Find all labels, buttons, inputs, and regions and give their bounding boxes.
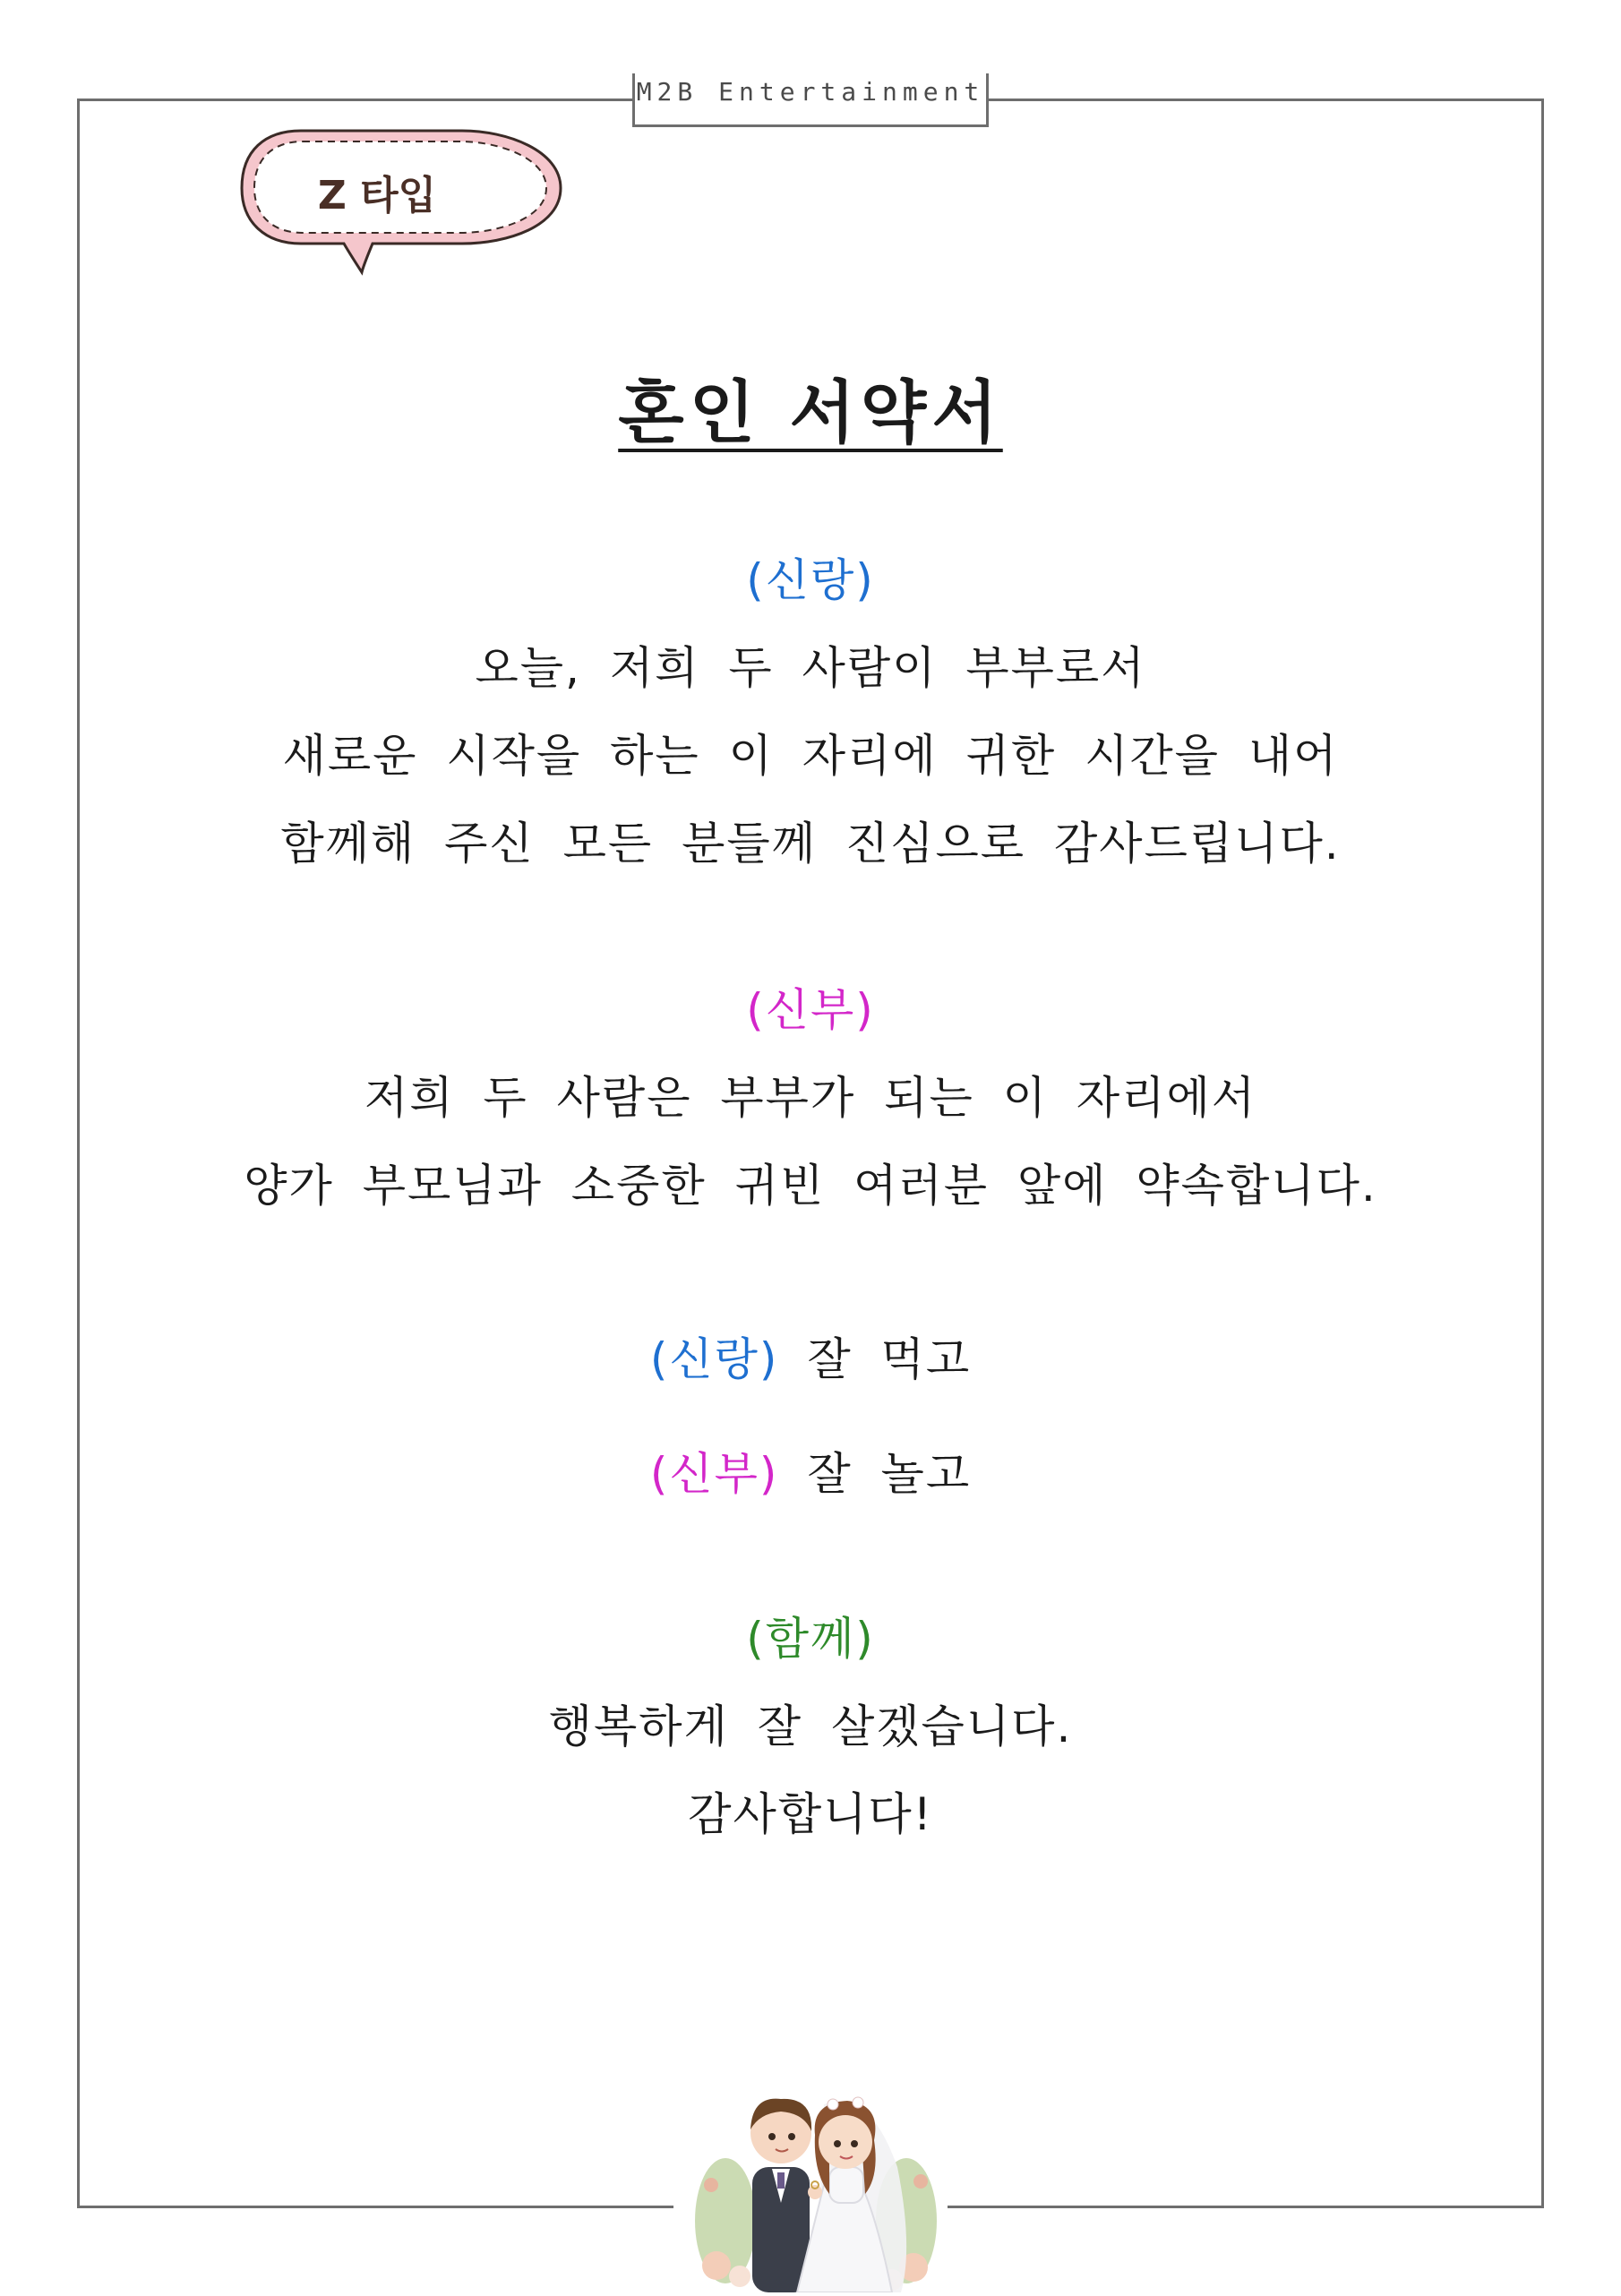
vow-line: 양가 부모님과 소중한 귀빈 여러분 앞에 약속합니다. [244, 1160, 1377, 1212]
wedding-couple-icon [690, 2069, 940, 2292]
vow-line: 저희 두 사람은 부부가 되는 이 자리에서 [364, 1072, 1257, 1124]
bride-and-groom-illustration [690, 2069, 940, 2292]
short-vow-groom [0, 1324, 1621, 1388]
type-badge [238, 124, 562, 278]
closing-line: 감사합니다! [688, 1788, 933, 1840]
vow-line: 함께해 주신 모든 분들께 진심으로 감사드립니다. [280, 818, 1341, 870]
badge-label: Z 타입 [317, 173, 437, 218]
short-vow-bride [0, 1438, 1621, 1503]
document-title-text: 혼인 서약서 [618, 373, 1003, 452]
vow-line: 새로운 시작을 하는 이 자리에 귀한 시간을 내어 [282, 730, 1339, 782]
vow-speaker-groom: (신랑) [649, 1333, 779, 1385]
vow-text: 잘 먹고 [807, 1333, 972, 1385]
document-title [0, 358, 1621, 456]
vow-line: 오늘, 저희 두 사람이 부부로서 [475, 642, 1146, 694]
vow-speaker-bride: (신부) [649, 1448, 779, 1500]
vow-text: 잘 놀고 [807, 1448, 972, 1500]
section-speaker-together: (함께) [746, 1613, 875, 1665]
brand-name: M2B Entertainment [636, 77, 985, 107]
section-speaker-groom: (신랑) [746, 554, 875, 606]
closing-line: 행복하게 잘 살겠습니다. [548, 1701, 1073, 1752]
section-speaker-bride: (신부) [746, 984, 875, 1036]
